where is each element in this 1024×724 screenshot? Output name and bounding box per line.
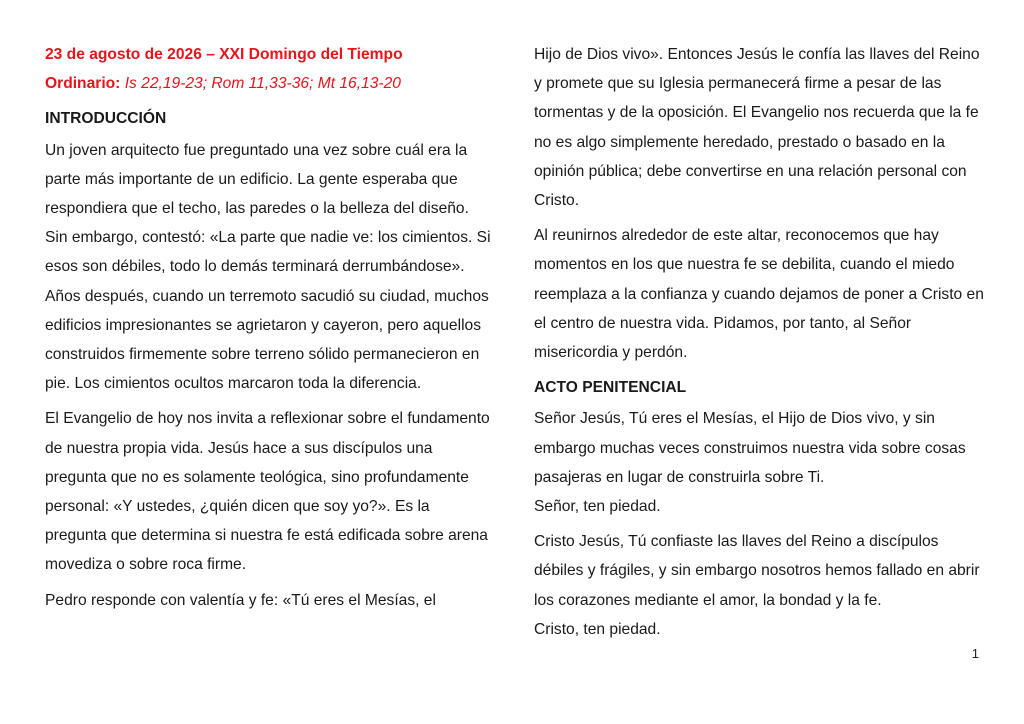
date-heading-ordinario: Ordinario: [45,75,121,93]
invocation-1-text: Señor Jesús, Tú eres el Mesías, el Hijo de Dios vivo, y sin embargo muchas veces construimos nuestra vida sobre cosas pasajeras en lugar de construirla sobre Ti. [534,410,966,486]
invocation-2-text: Cristo Jesús, Tú confiaste las llaves del Reino a discípulos débiles y frágiles, y sin embargo nosotros hemos fallado en abrir los corazones mediante el amor, la bondad y la fe. [534,533,980,609]
left-column [45,40,495,621]
intro-paragraph-4: Al reunirnos alrededor de este altar, reconocemos que hay momentos en los que nuestra fe se debilita, cuando el miedo reemplaza a la confianza y cuando dejamos de poner a Cristo en el centro de nuestra vida. Pidamos, por tanto, al Señor misericordia y perdón. [534,227,984,362]
intro-heading: INTRODUCCIÓN [45,110,167,128]
date-heading [45,40,495,98]
intro-paragraph-3-end: Hijo de Dios vivo». Entonces Jesús le confía las llaves del Reino y promete que su Iglesia permanecerá firme a pesar de las tormentas y de la oposición. El Evangelio nos recuerda que la fe no es algo simplemente heredado, prestado o basado en la opinión pública; debe convertirse en una relación personal con Cristo. [534,46,980,210]
date-heading-line1: 23 de agosto de 2026 – XXI Domingo del Tiempo [45,46,403,63]
readings-reference: Is 22,19-23; Rom 11,33-36; Mt 16,13-20 [120,75,401,93]
penitential-invocation-1 [534,404,984,521]
response-2-text: Cristo, ten piedad. [534,620,661,638]
intro-paragraph-1: Un joven arquitecto fue preguntado una vez sobre cuál era la parte más importante de un edificio. La gente esperaba que respondiera que el techo, las paredes o la belleza del diseño. Sin embargo, contestó: «La parte que nadie ve: los cimientos. Si esos son débiles, todo lo demás terminará derrumbándose». Años después, cuando un terremoto sacudió su ciudad, muchos edificios impresionantes se agrietaron y cayeron, pero aquellos construidos firmemente sobre terreno sólido permanecieron en pie. Los cimientos ocultos marcaron toda la diferencia. [45,141,491,393]
right-column [534,40,984,650]
intro-paragraph-2: El Evangelio de hoy nos invita a reflexionar sobre el fundamento de nuestra propia vida. Jesús hace a sus discípulos una pregunta que no es solamente teológica, sino profundamente personal: «Y ustedes, ¿quién dicen que soy yo?». Es la pregunta que determina si nuestra fe está edificada sobre arena movediza o sobre roca firme. [45,410,490,574]
intro-paragraph-3-start: Pedro responde con valentía y fe: «Tú eres el Mesías, el [45,591,436,609]
response-1-text: Señor, ten piedad. [534,498,661,516]
penitential-invocation-2 [534,527,984,644]
page-number: 1 [971,646,979,661]
penitential-heading: ACTO PENITENCIAL [534,379,687,397]
